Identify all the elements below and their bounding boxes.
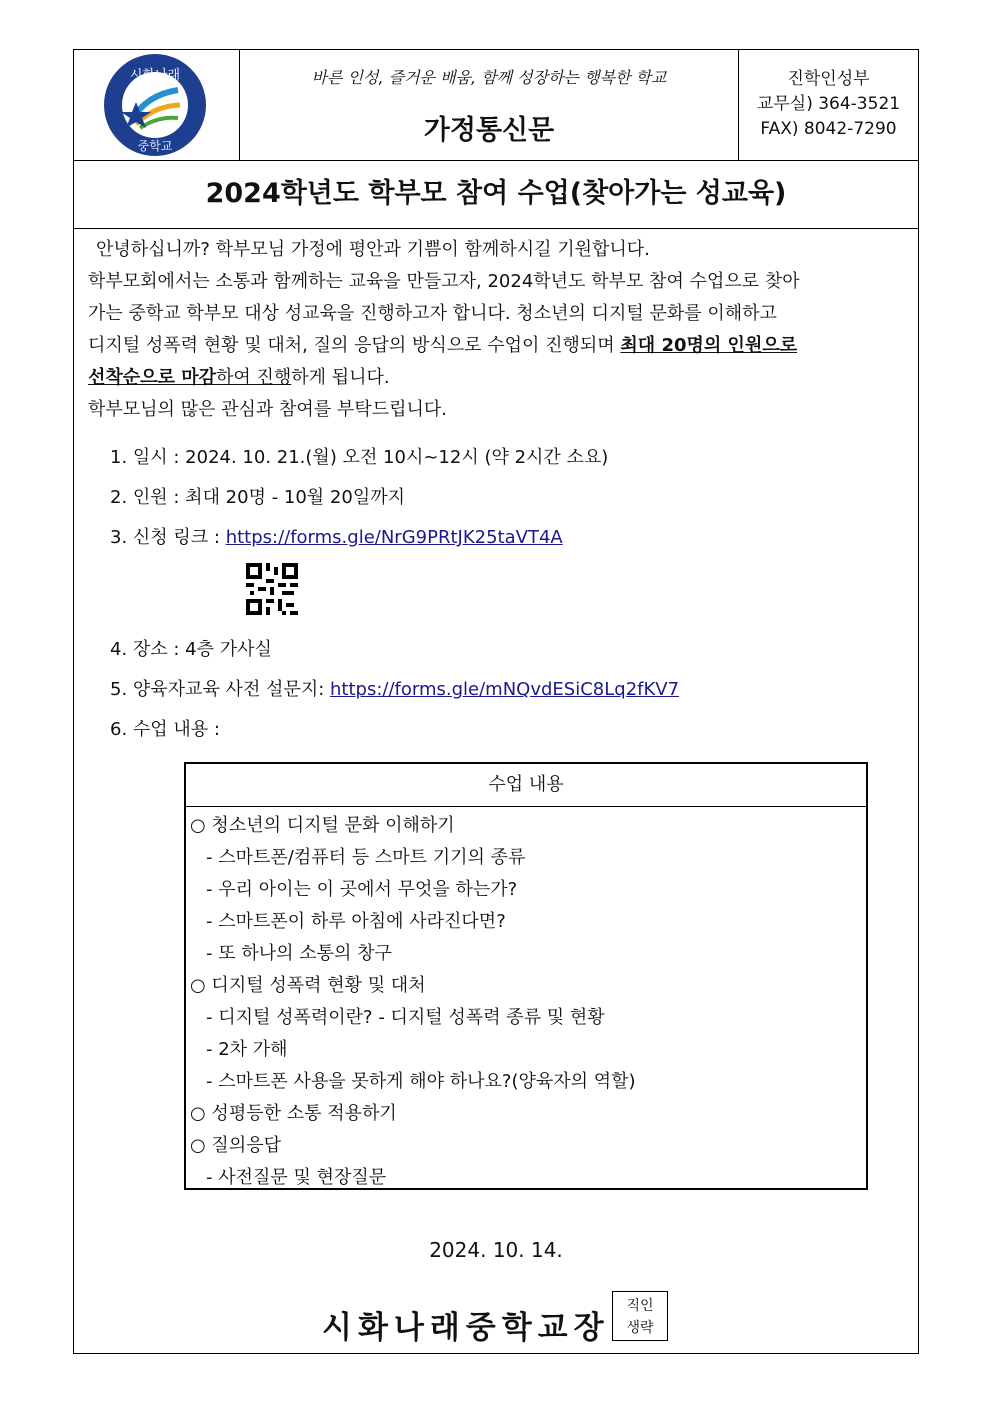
apply-link[interactable]: https://forms.gle/NrG9PRtJK25taVT4A [225, 527, 563, 548]
item-survey [110, 675, 679, 701]
intro-line-4 [88, 331, 797, 357]
issue-date: 2024. 10. 14. [429, 1238, 563, 1262]
seal-line-2: 생략 [626, 1320, 654, 1336]
content-line: - 또 하나의 소통의 창구 [206, 943, 392, 964]
intro-line-6: 학부모님의 많은 관심과 참여를 부탁드립니다. [88, 399, 447, 420]
logo-text-bottom: 중학교 [137, 139, 173, 153]
content-line: - 스마트폰이 하루 아침에 사라진다면? [206, 911, 506, 932]
school-motto: 바른 인성, 즐거운 배움, 함께 성장하는 행복한 학교 [311, 68, 667, 87]
intro-highlight-1: 최대 20명의 인원으로 [620, 335, 798, 356]
content-line: - 스마트폰/컴퓨터 등 스마트 기기의 종류 [206, 847, 526, 868]
content-line: ○ 디지털 성폭력 현황 및 대처 [190, 975, 426, 996]
seal-box [612, 1291, 668, 1341]
intro-line-4-text: 디지털 성폭력 현황 및 대처, 질의 응답의 방식으로 수업이 진행되며 [88, 335, 621, 356]
fax: FAX) 8042-7290 [760, 119, 897, 139]
header [74, 50, 918, 161]
content-line: - 스마트폰 사용을 못하게 해야 하나요?(양육자의 역할) [206, 1071, 636, 1092]
content-line: - 사전질문 및 현장질문 [206, 1167, 387, 1188]
survey-label: 5. 양육자교육 사전 설문지: [110, 679, 331, 700]
contact-info [739, 50, 918, 160]
item-content: 6. 수업 내용 : [110, 719, 220, 740]
content-line: ○ 청소년의 디지털 문화 이해하기 [190, 815, 455, 836]
content-line: - 우리 아이는 이 곳에서 무엇을 하는가? [206, 879, 518, 900]
content-line: - 디지털 성폭력이란? - 디지털 성폭력 종류 및 현황 [206, 1007, 605, 1028]
logo-cell [74, 50, 240, 160]
school-logo [74, 50, 239, 160]
newsletter-title: 가정통신문 [423, 115, 555, 146]
intro-highlight-3: 하여 진행 [215, 367, 292, 388]
qr-code-icon[interactable] [246, 563, 298, 615]
signer-name: 시화나래중학교장 [322, 1310, 610, 1346]
content-table-header: 수업 내용 [186, 764, 866, 807]
seal-line-1: 직인 [626, 1298, 654, 1314]
intro-line-3: 가는 중학교 학부모 대상 성교육을 진행하고자 합니다. 청소년의 디지털 문화를 이해하고 [88, 303, 777, 324]
intro-highlight-2: 선착순으로 마감 [88, 367, 216, 388]
department: 진학인성부 [787, 69, 870, 89]
content-line: - 2차 가해 [206, 1039, 288, 1060]
intro-line-5 [88, 363, 390, 389]
content-line: ○ 성평등한 소통 적용하기 [190, 1103, 397, 1124]
apply-label: 3. 신청 링크 : [110, 527, 226, 548]
intro-line-5-end: 하게 됩니다. [291, 367, 390, 388]
logo-text-top: 시화나래 [129, 68, 181, 83]
intro-line-1: 안녕하십니까? 학부모님 가정에 평안과 기쁨이 함께하시길 기원합니다. [96, 239, 650, 260]
header-center [240, 50, 739, 160]
phone: 교무실) 364-3521 [756, 94, 901, 114]
content-line: ○ 질의응답 [190, 1135, 281, 1156]
content-table [184, 762, 868, 1190]
item-location: 4. 장소 : 4층 가사실 [110, 639, 272, 660]
item-date: 1. 일시 : 2024. 10. 21.(월) 오전 10시~12시 (약 2시간 소요) [110, 447, 609, 468]
item-apply [110, 523, 563, 549]
document-title: 2024학년도 학부모 참여 수업(찾아가는 성교육) [74, 160, 918, 229]
survey-link[interactable]: https://forms.gle/mNQvdESiC8Lq2fKV7 [330, 679, 680, 700]
document-frame [73, 49, 919, 1354]
intro-line-2: 학부모회에서는 소통과 함께하는 교육을 만들고자, 2024학년도 학부모 참여 수업으로 찾아 [88, 271, 800, 292]
item-capacity: 2. 인원 : 최대 20명 - 10월 20일까지 [110, 487, 405, 508]
